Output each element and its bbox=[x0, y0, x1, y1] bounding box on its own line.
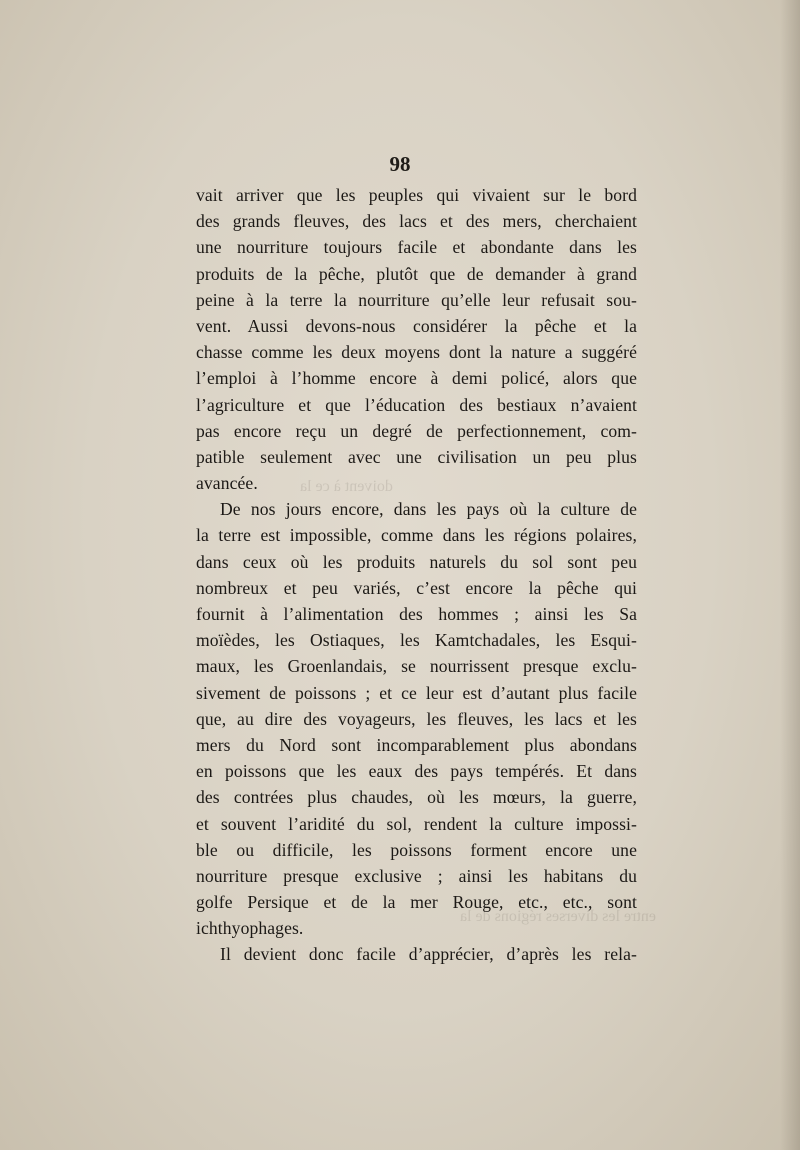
text-line: vait arriver que les peuples qui vivaient sur le bord bbox=[196, 185, 637, 205]
text-line: maux, les Groenlandais, se nourrissent presque exclu- bbox=[196, 656, 637, 677]
text-line: des contrées plus chaudes, où les mœurs, la guerre, bbox=[196, 787, 637, 808]
text-line: mers du Nord sont incomparablement plus abondans bbox=[196, 734, 637, 755]
text-line: chasse comme les deux moyens dont la nature a suggéré bbox=[196, 342, 637, 363]
bleed-through-text: doivent à ce la bbox=[300, 478, 393, 495]
text-line: en poissons que les eaux des pays tempérés. Et dans bbox=[196, 761, 637, 782]
text-line: patible seulement avec une civilisation un peu plus bbox=[196, 446, 637, 467]
text-line: nombreux et peu variés, c’est encore la pêche qui bbox=[196, 577, 637, 598]
text-line: peine à la terre la nourriture qu’elle leur refusait sou- bbox=[196, 289, 637, 310]
bleed-through-text: entre les diverses régions de la bbox=[460, 908, 656, 925]
text-line: avancée. bbox=[196, 473, 258, 494]
text-line: vent. Aussi devons-nous considérer la pêche et la bbox=[196, 315, 637, 336]
text-line: fournit à l’alimentation des hommes ; ainsi les Sa bbox=[196, 604, 637, 624]
text-line: De nos jours encore, dans les pays où la culture de bbox=[220, 499, 637, 520]
page-number: 98 bbox=[389, 152, 411, 176]
text-line: ble ou difficile, les poissons forment encore une bbox=[196, 839, 637, 860]
text-line: nourriture presque exclusive ; ainsi les habitans du bbox=[196, 865, 637, 886]
text-line: l’agriculture et que l’éducation des bestiaux n’avaient bbox=[196, 394, 637, 415]
body-text bbox=[196, 182, 637, 968]
text-line: l’emploi à l’homme encore à demi policé, alors que bbox=[196, 368, 637, 389]
text-line: Il devient donc facile d’apprécier, d’après les rela- bbox=[220, 944, 637, 965]
text-line: que, au dire des voyageurs, les fleuves, les lacs et les bbox=[196, 708, 637, 729]
text-line: des grands fleuves, des lacs et des mers, cherchaient bbox=[196, 211, 637, 232]
text-line: sivement de poissons ; et ce leur est d’autant plus facile bbox=[196, 682, 637, 703]
text-line: pas encore reçu un degré de perfectionnement, com- bbox=[196, 420, 637, 441]
text-line: et souvent l’aridité du sol, rendent la culture impossi- bbox=[196, 813, 637, 834]
text-line: ichthyophages. bbox=[196, 918, 304, 939]
text-line: golfe Persique et de la mer Rouge, etc., etc., sont bbox=[196, 892, 637, 913]
text-line: dans ceux où les produits naturels du sol sont peu bbox=[196, 551, 637, 572]
text-line: produits de la pêche, plutôt que de demander à grand bbox=[196, 263, 637, 284]
text-line: moïèdes, les Ostiaques, les Kamtchadales, les Esqui- bbox=[196, 630, 637, 651]
text-line: la terre est impossible, comme dans les régions polaires, bbox=[196, 525, 637, 546]
text-line: une nourriture toujours facile et abondante dans les bbox=[196, 237, 637, 258]
